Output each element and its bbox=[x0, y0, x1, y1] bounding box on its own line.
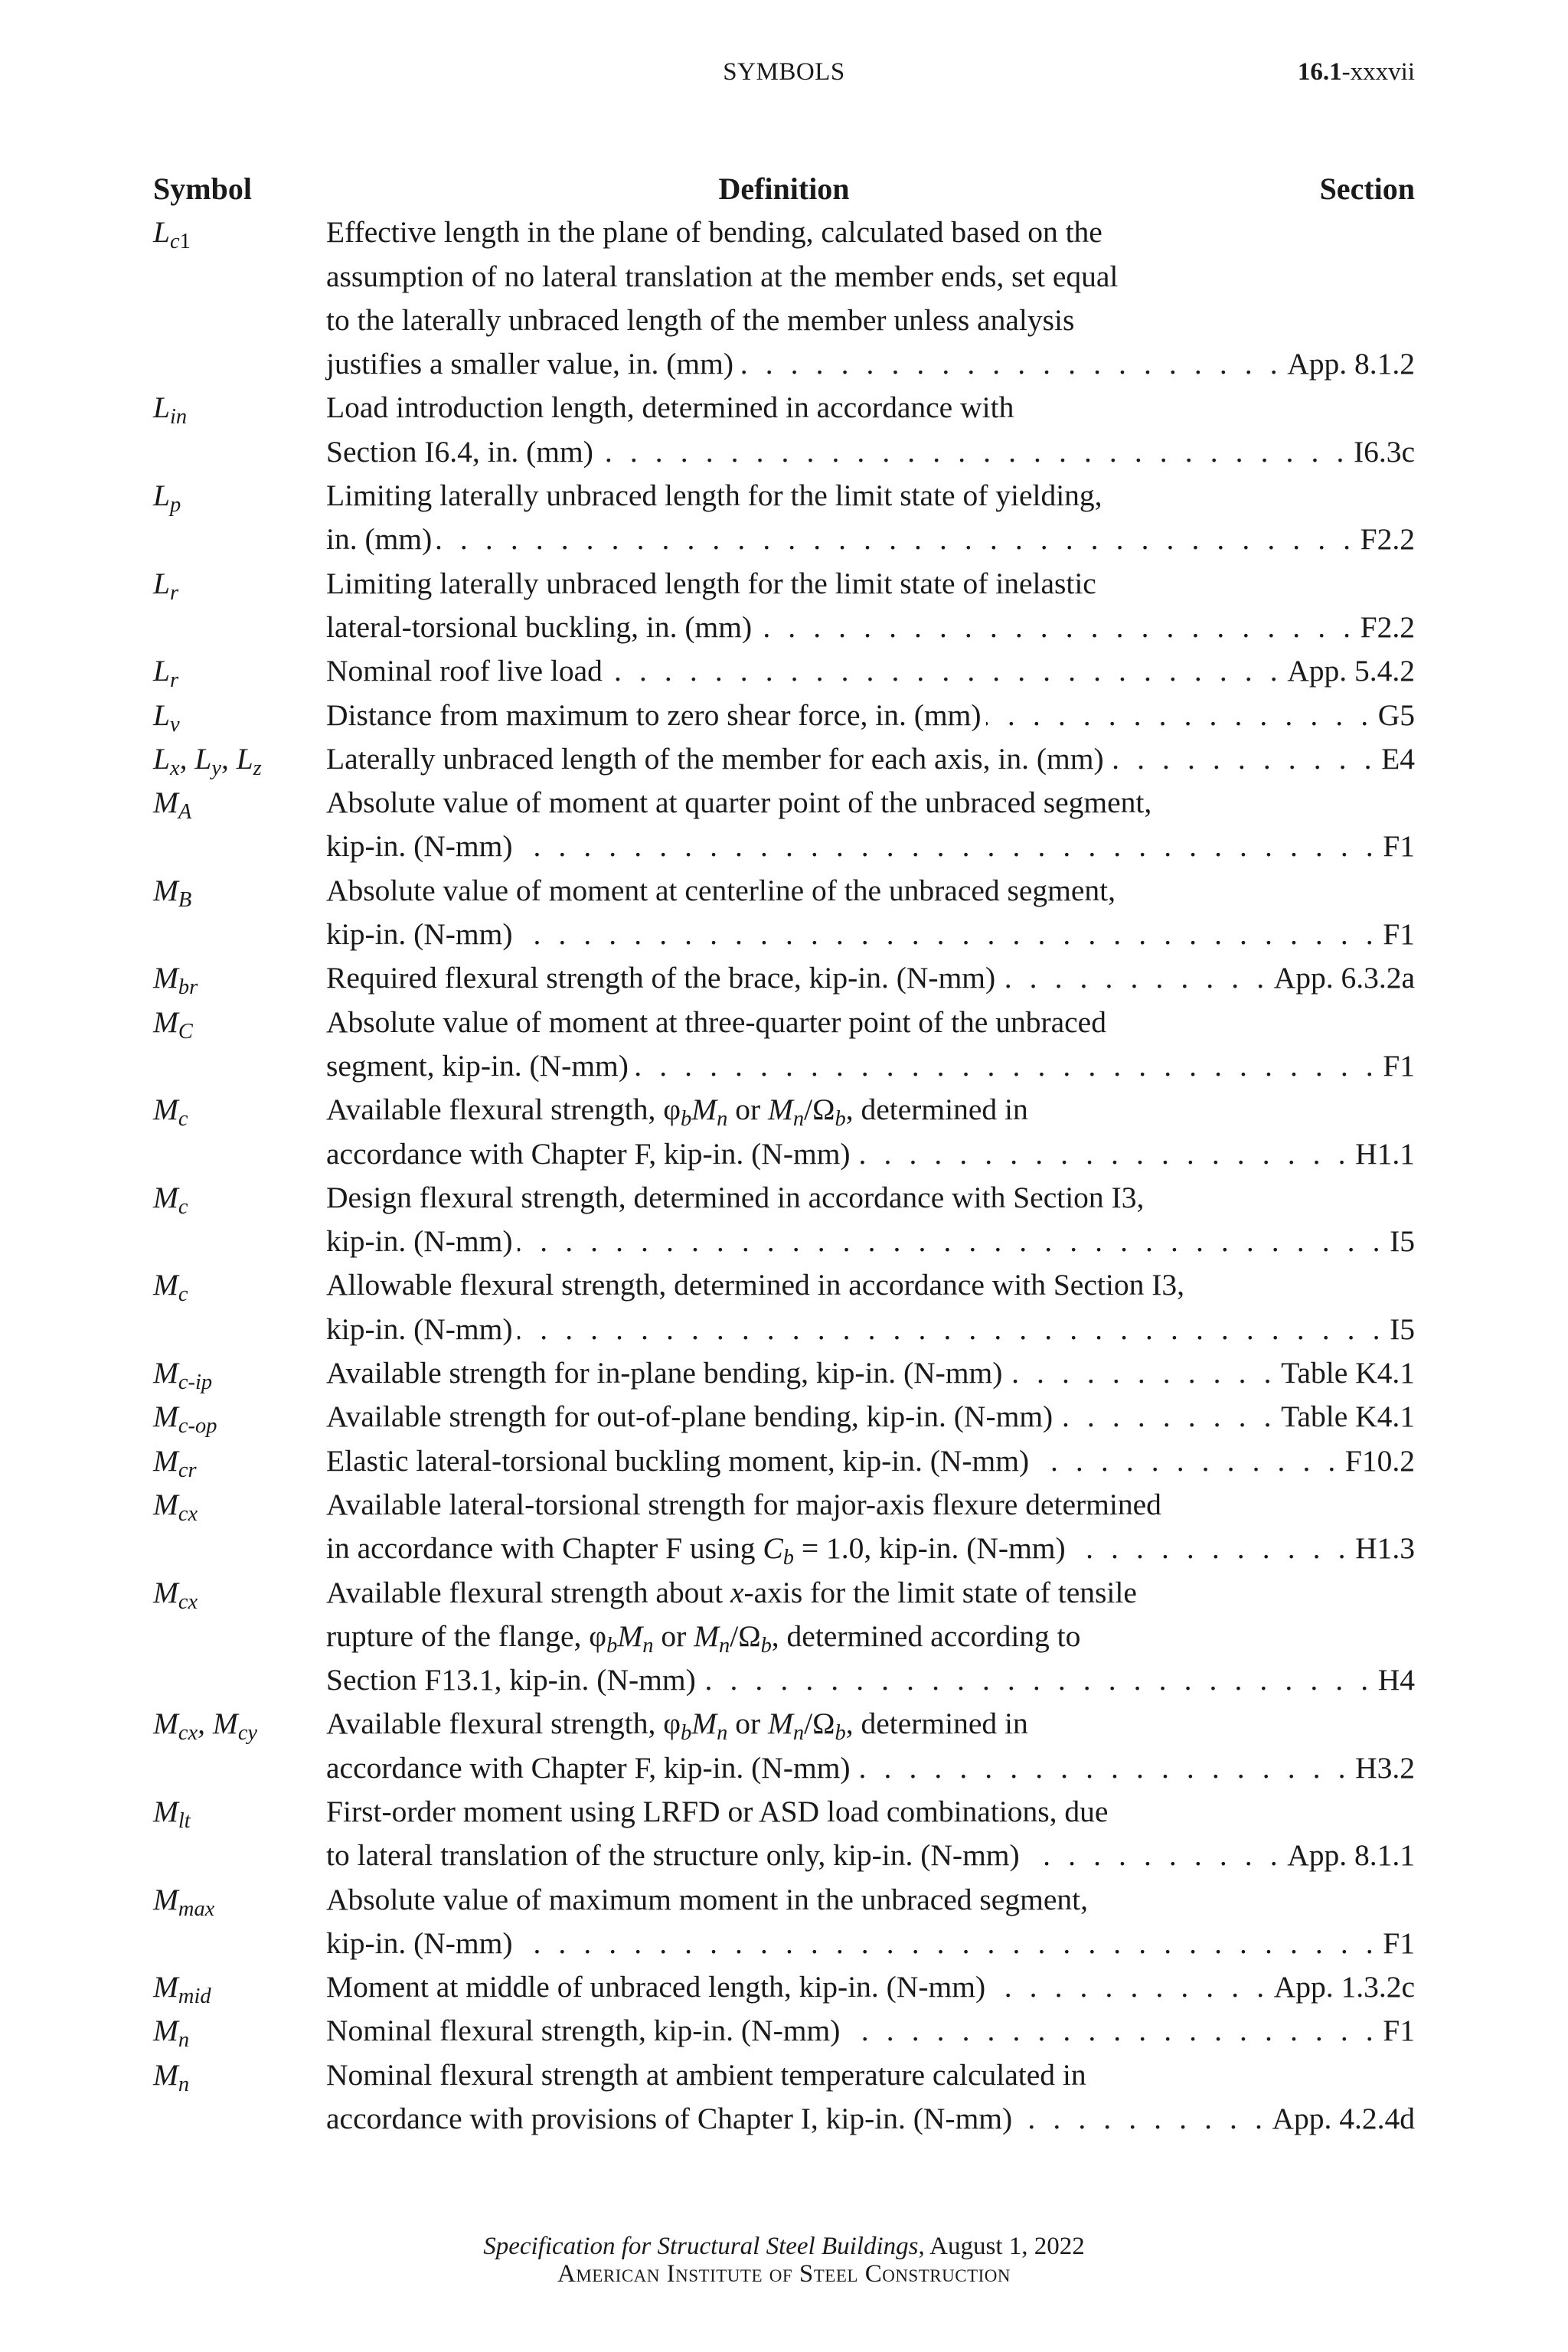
definition-line: Nominal roof live load . . . App. 5.4.2 bbox=[326, 649, 1415, 693]
definition-line: Absolute value of moment at three-quarter point of the unbraced bbox=[326, 1004, 1106, 1039]
symbol: $M_{cx}$ bbox=[153, 1487, 198, 1526]
definition-line: to the laterally unbraced length of the member unless analysis bbox=[326, 302, 1075, 337]
definition-line: in accordance with Chapter F using $C_b = 1.0$, kip-in. (N-mm) . . . H1.3 bbox=[326, 1527, 1415, 1570]
definition bbox=[326, 1176, 1415, 1264]
symbol-entry bbox=[153, 1483, 1415, 1571]
definition-line: to lateral translation of the structure only, kip-in. (N-mm) . . . App. 8.1.1 bbox=[326, 1834, 1415, 1877]
section-reference: I5 bbox=[1390, 1312, 1415, 1346]
definition-line: Available strength for out-of-plane bending, kip-in. (N-mm) . . . Table K4.1 bbox=[326, 1395, 1415, 1439]
symbol: $M_n$ bbox=[153, 2014, 190, 2053]
definition bbox=[326, 1001, 1415, 1089]
symbol-entry bbox=[153, 694, 1415, 737]
definition-line: Limiting laterally unbraced length for the limit state of yielding, bbox=[326, 479, 1102, 513]
section-reference: App. 5.4.2 bbox=[1287, 654, 1415, 688]
symbol: $L_p$ bbox=[153, 479, 181, 518]
definition bbox=[326, 1965, 1415, 2009]
section-reference: Table K4.1 bbox=[1281, 1356, 1415, 1390]
section-reference: Table K4.1 bbox=[1281, 1400, 1415, 1434]
definition-line: accordance with provisions of Chapter I, kip-in. (N-mm) . . . App. 4.2.4d bbox=[326, 2097, 1415, 2141]
symbol: $M_{mid}$ bbox=[153, 1970, 211, 2009]
section-reference: F1 bbox=[1383, 2014, 1415, 2048]
definition-line: Section F13.1, kip-in. (N-mm) . . . H4 bbox=[326, 1658, 1415, 1702]
definition-line: Available flexural strength, $\varphi_bM_n$ or $M_n/\Omega_b$, determined in bbox=[326, 1093, 1028, 1132]
symbol-entry bbox=[153, 1176, 1415, 1264]
definition bbox=[326, 649, 1415, 693]
dot-leader bbox=[701, 1658, 1374, 1702]
dot-leader bbox=[855, 1746, 1351, 1790]
definition bbox=[326, 386, 1415, 474]
symbol-entry bbox=[153, 649, 1415, 693]
dot-leader bbox=[598, 430, 1349, 474]
symbol-entry bbox=[153, 1878, 1415, 1966]
definition-line: Allowable flexural strength, determined in accordance with Section I3, bbox=[326, 1268, 1184, 1302]
section-reference: H3.2 bbox=[1355, 1750, 1415, 1785]
symbol-entry bbox=[153, 2053, 1415, 2141]
dot-leader bbox=[1000, 956, 1269, 1000]
symbol: $M_c$ bbox=[153, 1093, 188, 1132]
running-footer bbox=[0, 2233, 1568, 2288]
symbol-entry bbox=[153, 1790, 1415, 1878]
definition-line: kip-in. (N-mm) . . . I5 bbox=[326, 1220, 1415, 1263]
table-header bbox=[153, 167, 1415, 211]
definition-line: Nominal flexural strength, kip-in. (N-mm) . . . F1 bbox=[326, 2009, 1415, 2053]
dot-leader bbox=[1109, 737, 1377, 781]
definition-line: Moment at middle of unbraced length, kip-in. (N-mm) . . . App. 1.3.2c bbox=[326, 1965, 1415, 2009]
symbol-entry bbox=[153, 1001, 1415, 1089]
dot-leader bbox=[518, 913, 1379, 956]
definition-line: Distance from maximum to zero shear force, in. (mm) . . . G5 bbox=[326, 694, 1415, 737]
dot-leader bbox=[1024, 1834, 1283, 1877]
dot-leader bbox=[756, 606, 1356, 649]
definition-line: Section I6.4, in. (mm) . . . I6.3c bbox=[326, 430, 1415, 474]
definition-line: segment, kip-in. (N-mm) . . . F1 bbox=[326, 1044, 1415, 1088]
symbol-entry bbox=[153, 1088, 1415, 1176]
section-column-header: Section bbox=[1319, 172, 1415, 206]
definition bbox=[326, 1571, 1415, 1703]
definition bbox=[326, 781, 1415, 869]
symbol-entry bbox=[153, 1571, 1415, 1703]
definition-line: lateral-torsional buckling, in. (mm) . . . F2.2 bbox=[326, 606, 1415, 649]
definition-line: kip-in. (N-mm) . . . F1 bbox=[326, 1922, 1415, 1965]
dot-leader bbox=[1017, 2097, 1267, 2141]
dot-leader bbox=[607, 649, 1282, 693]
definition-line: accordance with Chapter F, kip-in. (N-mm) . . . H1.1 bbox=[326, 1132, 1415, 1176]
definition bbox=[326, 1439, 1415, 1483]
definition-line: rupture of the flange, $\varphi_bM_n$ or $M_n/\Omega_b$, determined according to bbox=[326, 1619, 1081, 1658]
running-header bbox=[153, 58, 1415, 96]
symbol: $M_c$ bbox=[153, 1268, 188, 1307]
section-reference: H4 bbox=[1377, 1663, 1415, 1697]
definition bbox=[326, 474, 1415, 562]
section-reference: F2.2 bbox=[1360, 522, 1415, 557]
symbol-entry bbox=[153, 956, 1415, 1000]
section-reference: App. 4.2.4d bbox=[1272, 2102, 1415, 2136]
definition bbox=[326, 694, 1415, 737]
symbol-entry bbox=[153, 562, 1415, 650]
definition-line: Limiting laterally unbraced length for the limit state of inelastic bbox=[326, 566, 1096, 600]
symbol-entry bbox=[153, 474, 1415, 562]
symbol-entry bbox=[153, 869, 1415, 957]
section-reference: F1 bbox=[1383, 1926, 1415, 1960]
definition bbox=[326, 562, 1415, 650]
definition-line: Absolute value of moment at centerline of the unbraced segment, bbox=[326, 873, 1116, 907]
section-reference: App. 6.3.2a bbox=[1273, 961, 1415, 995]
dot-leader bbox=[1057, 1395, 1276, 1439]
symbol-entry bbox=[153, 386, 1415, 474]
dot-leader bbox=[1007, 1351, 1276, 1395]
definition bbox=[326, 1263, 1415, 1351]
symbol: $L_{c1}$ bbox=[153, 215, 191, 254]
dot-leader bbox=[990, 1965, 1269, 2009]
symbol: $M_{cx}$ bbox=[153, 1575, 198, 1614]
dot-leader bbox=[518, 825, 1379, 868]
symbol-entry bbox=[153, 781, 1415, 869]
symbol-entry bbox=[153, 1439, 1415, 1483]
definition-line: kip-in. (N-mm) . . . I5 bbox=[326, 1308, 1415, 1351]
definition-line: Load introduction length, determined in accordance with bbox=[326, 390, 1014, 425]
symbol: $M_B$ bbox=[153, 873, 192, 912]
dot-leader bbox=[1034, 1439, 1341, 1483]
definition-line: Effective length in the plane of bending, calculated based on the bbox=[326, 215, 1102, 250]
symbol: $M_{lt}$ bbox=[153, 1794, 191, 1833]
symbol: $M_A$ bbox=[153, 786, 192, 825]
definition-line: in. (mm) . . . F2.2 bbox=[326, 518, 1415, 561]
dot-leader bbox=[436, 518, 1355, 561]
symbol-entry bbox=[153, 1395, 1415, 1439]
section-reference: H1.1 bbox=[1355, 1136, 1415, 1171]
dot-leader bbox=[518, 1922, 1379, 1965]
definition-line: Available flexural strength about x-axis for the limit state of tensile bbox=[326, 1575, 1137, 1609]
section-reference: App. 8.1.1 bbox=[1287, 1838, 1415, 1873]
symbol: $M_{cx}$, $M_{cy}$ bbox=[153, 1707, 258, 1746]
section-reference: App. 8.1.2 bbox=[1287, 347, 1415, 381]
definition bbox=[326, 2053, 1415, 2141]
dot-leader bbox=[738, 342, 1282, 386]
section-reference: G5 bbox=[1377, 697, 1415, 732]
symbol: $M_C$ bbox=[153, 1004, 193, 1044]
footer-organization: American Institute of Steel Construction bbox=[557, 2260, 1011, 2288]
dot-leader bbox=[518, 1308, 1386, 1351]
dot-leader bbox=[986, 694, 1374, 737]
section-reference: App. 1.3.2c bbox=[1273, 1970, 1415, 2004]
definition-line: Required flexural strength of the brace, kip-in. (N-mm) . . . App. 6.3.2a bbox=[326, 956, 1415, 1000]
definition bbox=[326, 1878, 1415, 1966]
definition bbox=[326, 2009, 1415, 2053]
definition-column-header: Definition bbox=[718, 172, 850, 206]
section-reference: I6.3c bbox=[1353, 434, 1415, 469]
symbol: $M_{c-op}$ bbox=[153, 1400, 217, 1439]
dot-leader bbox=[844, 2009, 1378, 2053]
definition-line: Design flexural strength, determined in accordance with Section I3, bbox=[326, 1180, 1145, 1214]
symbol-entry bbox=[153, 211, 1415, 386]
dot-leader bbox=[1070, 1527, 1351, 1570]
symbol-column-header: Symbol bbox=[153, 172, 252, 206]
section-reference: I5 bbox=[1390, 1224, 1415, 1259]
definition-line: justifies a smaller value, in. (mm) . . . App. 8.1.2 bbox=[326, 342, 1415, 386]
symbol: $M_c$ bbox=[153, 1180, 188, 1219]
definition bbox=[326, 1395, 1415, 1439]
symbol-entry bbox=[153, 2009, 1415, 2053]
definition bbox=[326, 956, 1415, 1000]
symbol: $L_r$ bbox=[153, 566, 179, 605]
symbols-table bbox=[153, 167, 1415, 2141]
definition bbox=[326, 1351, 1415, 1395]
definition bbox=[326, 211, 1415, 386]
definition bbox=[326, 737, 1415, 781]
symbol: $M_n$ bbox=[153, 2057, 190, 2096]
definition bbox=[326, 1790, 1415, 1878]
symbol: $L_{in}$ bbox=[153, 390, 188, 430]
definition bbox=[326, 1483, 1415, 1571]
footer-date: , August 1, 2022 bbox=[918, 2233, 1085, 2260]
page-number: 16.1-xxxvii bbox=[1297, 58, 1415, 86]
symbol-entry bbox=[153, 1965, 1415, 2009]
symbol: $M_{max}$ bbox=[153, 1882, 215, 1921]
symbol: $L_v$ bbox=[153, 697, 180, 737]
definition-line: Available flexural strength, $\varphi_bM_n$ or $M_n/\Omega_b$, determined in bbox=[326, 1707, 1028, 1746]
dot-leader bbox=[633, 1044, 1378, 1088]
symbol-entry bbox=[153, 1702, 1415, 1790]
definition bbox=[326, 1702, 1415, 1790]
section-reference: E4 bbox=[1381, 741, 1415, 776]
definition-line: Absolute value of maximum moment in the unbraced segment, bbox=[326, 1882, 1088, 1916]
symbol: $M_{c-ip}$ bbox=[153, 1356, 213, 1394]
symbol-entries bbox=[153, 211, 1415, 2141]
symbol-entry bbox=[153, 1263, 1415, 1351]
definition-line: Elastic lateral-torsional buckling moment, kip-in. (N-mm) . . . F10.2 bbox=[326, 1439, 1415, 1483]
definition bbox=[326, 869, 1415, 957]
definition-line: First-order moment using LRFD or ASD load combinations, due bbox=[326, 1794, 1109, 1828]
section-reference: F2.2 bbox=[1360, 609, 1415, 644]
definition-line: kip-in. (N-mm) . . . F1 bbox=[326, 825, 1415, 868]
definition-line: assumption of no lateral translation at the member ends, set equal bbox=[326, 259, 1119, 293]
symbol: $M_{br}$ bbox=[153, 961, 198, 1000]
symbol-entry bbox=[153, 737, 1415, 781]
section-title: SYMBOLS bbox=[723, 58, 845, 86]
symbol: $M_{cr}$ bbox=[153, 1443, 197, 1482]
symbol: $L_r$ bbox=[153, 654, 179, 693]
definition bbox=[326, 1088, 1415, 1176]
definition-line: kip-in. (N-mm) . . . F1 bbox=[326, 913, 1415, 956]
section-reference: F10.2 bbox=[1344, 1443, 1415, 1478]
symbol: $L_x$, $L_y$, $L_z$ bbox=[153, 741, 262, 780]
dot-leader bbox=[518, 1220, 1386, 1263]
definition-line: accordance with Chapter F, kip-in. (N-mm) . . . H3.2 bbox=[326, 1746, 1415, 1790]
symbol-entry bbox=[153, 1351, 1415, 1395]
section-reference: F1 bbox=[1383, 1048, 1415, 1083]
definition-line: Nominal flexural strength at ambient temperature calculated in bbox=[326, 2057, 1086, 2092]
definition-line: Available lateral-torsional strength for major-axis flexure determined bbox=[326, 1487, 1161, 1521]
definition-line: Absolute value of moment at quarter point of the unbraced segment, bbox=[326, 786, 1152, 820]
footer-title: Specification for Structural Steel Buildings bbox=[483, 2233, 919, 2260]
definition-line: Laterally unbraced length of the member for each axis, in. (mm) . . . E4 bbox=[326, 737, 1415, 781]
section-reference: F1 bbox=[1383, 917, 1415, 952]
section-reference: F1 bbox=[1383, 829, 1415, 864]
definition-line: Available strength for in-plane bending, kip-in. (N-mm) . . . Table K4.1 bbox=[326, 1351, 1415, 1395]
section-reference: H1.3 bbox=[1355, 1531, 1415, 1566]
dot-leader bbox=[855, 1132, 1351, 1176]
